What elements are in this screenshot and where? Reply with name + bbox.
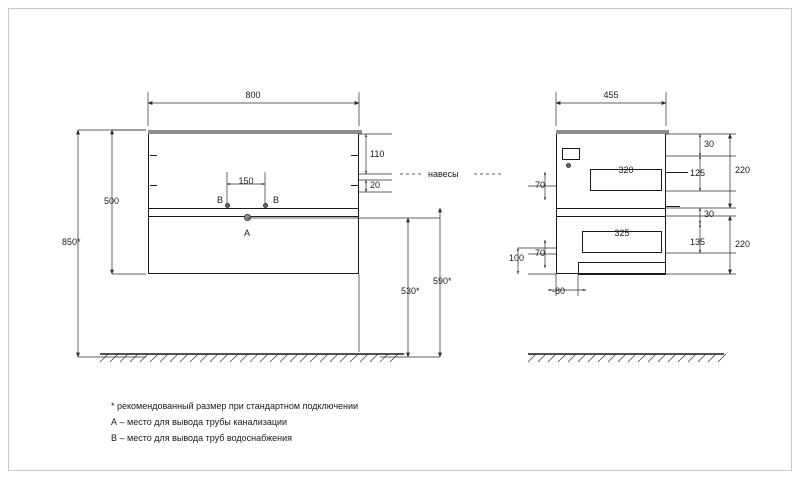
front-hanger-mark-left <box>150 155 157 156</box>
side-drawer-split <box>556 208 666 209</box>
point-b-left-label: В <box>217 195 224 205</box>
dim-side-80: -80 <box>552 286 566 296</box>
dim-side-30-lower: 30 <box>704 209 715 219</box>
front-cabinet-body <box>148 130 359 274</box>
side-drawer-split-2 <box>556 216 666 217</box>
dim-front-width: 800 <box>245 90 261 100</box>
side-base-riser <box>578 262 579 275</box>
front-hanger-mark-left-2 <box>150 185 157 186</box>
front-hanger-mark-right <box>351 155 358 156</box>
dim-side-70-bottom: 70 <box>535 248 546 258</box>
front-countertop <box>148 130 362 134</box>
front-hanger-mark-right-2 <box>351 185 358 186</box>
front-drawer-split-upper <box>148 208 359 209</box>
dim-side-top-offset: 30 <box>704 139 715 149</box>
dim-front-floor-center: 530* <box>401 286 420 296</box>
callout-hangers: навесы <box>428 169 459 179</box>
dim-side-100: 100 <box>509 253 525 263</box>
side-outlet-point <box>566 163 571 168</box>
dim-side-depth: 455 <box>603 90 619 100</box>
water-outlet-b-right <box>263 203 268 208</box>
dim-side-drawer-bottom: 325 <box>614 228 630 238</box>
point-a-label: А <box>244 228 251 238</box>
side-countertop <box>556 130 669 134</box>
legend-line-3: В – место для вывода труб водоснабжения <box>111 433 293 443</box>
dim-front-floor-top: 590* <box>433 276 452 286</box>
side-base-line <box>578 274 666 275</box>
dim-side-70-top: 70 <box>535 180 546 190</box>
point-b-right-label: В <box>273 195 280 205</box>
dim-front-gap: 20 <box>370 180 381 190</box>
front-drawer-split-lower <box>148 216 359 217</box>
side-handle-top <box>666 172 688 173</box>
side-base-flange <box>578 262 666 263</box>
dim-side-drawer-top: 320 <box>618 165 634 175</box>
dim-front-body-height: 500 <box>104 196 120 206</box>
side-handle-bottom <box>666 206 680 207</box>
water-outlet-b-left <box>225 203 230 208</box>
dim-front-total-height: 850* <box>62 237 81 247</box>
sewer-outlet-a <box>244 214 251 221</box>
dim-side-125: 125 <box>690 168 706 178</box>
legend-line-2: А – место для вывода трубы канализации <box>111 417 288 427</box>
dim-side-220-top: 220 <box>735 165 751 175</box>
dim-front-hanger-spacing: 150 <box>238 176 254 186</box>
legend-line-1: * рекомендованный размер при стандартном подключении <box>111 401 359 411</box>
dim-side-220-bottom: 220 <box>735 239 751 249</box>
dim-side-135: 135 <box>690 237 706 247</box>
dim-front-top-gap: 110 <box>370 149 385 159</box>
side-basin-outline <box>562 148 580 160</box>
